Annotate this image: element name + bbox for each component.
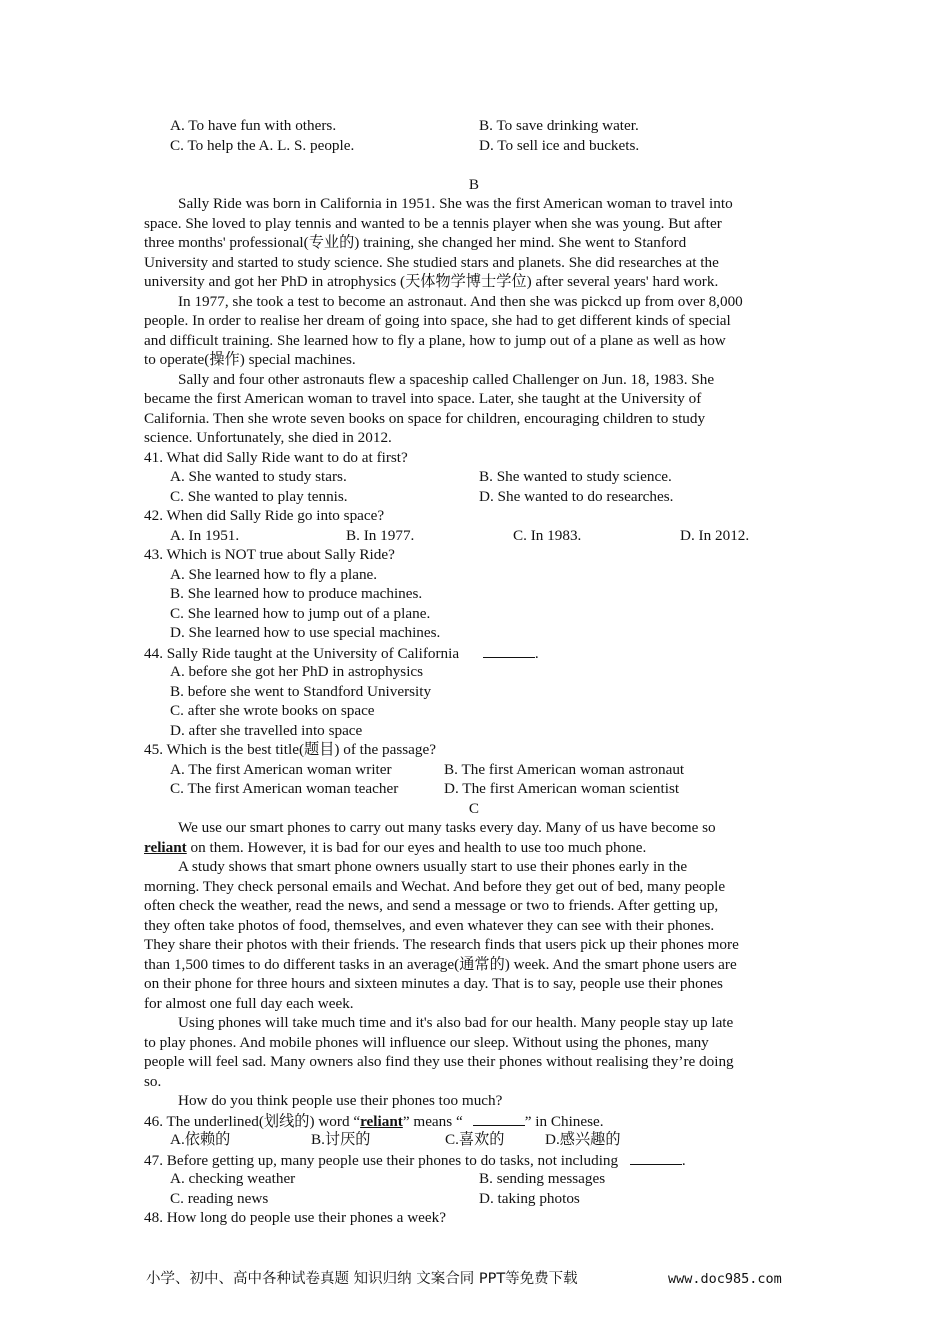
option-b: B. sending messages — [479, 1170, 606, 1187]
passage-line: than 1,500 times to do different tasks in an average(通常的) week. And the smart phone users are — [144, 955, 737, 973]
question-45-stem: 45. Which is the best title(题目) of the passage? — [144, 741, 437, 758]
passage-line: science. Unfortunately, she died in 2012. — [144, 429, 392, 446]
passage-line: so. — [144, 1072, 162, 1090]
passage-line: California. Then she wrote seven books on space for children, encouraging children to study — [144, 409, 706, 427]
passage-line: became the first American woman to travel into space. Later, she taught at the University of — [144, 390, 702, 407]
underlined-word: reliant — [144, 838, 187, 856]
option-row — [144, 760, 804, 780]
option-c: C. She wanted to play tennis. — [170, 487, 348, 505]
exam-page — [144, 116, 804, 1228]
option-c: C. She learned how to jump out of a plane. — [170, 604, 431, 622]
option-a: A.依赖的 — [170, 1131, 231, 1148]
option-a: A. before she got her PhD in astrophysics — [170, 663, 424, 680]
option-b: B. The first American woman astronaut — [444, 760, 685, 778]
option-d: D. taking photos — [479, 1189, 580, 1207]
option-b: B.讨厌的 — [311, 1131, 371, 1148]
option-d: D. She learned how to use special machines. — [170, 624, 441, 641]
page-footer — [146, 1268, 806, 1290]
option-d: D. She wanted to do researches. — [479, 487, 674, 505]
stem-end: . — [534, 644, 539, 662]
option-a: A. She wanted to study stars. — [170, 468, 347, 485]
passage-line: and difficult training. She learned how to fly a plane, how to jump out of a plane as well as how — [144, 331, 726, 349]
answer-blank — [473, 1111, 525, 1126]
option-b: B. She wanted to study science. — [479, 468, 672, 485]
passage-line: to operate(操作) special machines. — [144, 351, 356, 368]
option-row — [144, 1189, 804, 1209]
passage-line — [144, 838, 804, 858]
underlined-word: reliant — [360, 1112, 403, 1130]
answer-blank — [483, 643, 535, 658]
passage-line: We use our smart phones to carry out many tasks every day. Many of us have become so — [178, 819, 716, 836]
option-row — [144, 467, 804, 487]
question-48-stem: 48. How long do people use their phones a week? — [144, 1209, 446, 1226]
option-row — [144, 526, 804, 546]
option-c: C.喜欢的 — [445, 1131, 505, 1148]
question-stem-text: 47. Before getting up, many people use their phones to do tasks, not including — [144, 1151, 619, 1169]
question-stem-text: 44. Sally Ride taught at the University of California — [144, 644, 460, 662]
question-47-stem — [144, 1150, 804, 1170]
question-41-stem: 41. What did Sally Ride want to do at first? — [144, 448, 408, 466]
option-d: D. after she travelled into space — [170, 721, 363, 739]
question-stem-text: ” in Chinese. — [524, 1112, 604, 1130]
passage-line: In 1977, she took a test to become an astronaut. And then she was pickcd up from over 8,000 — [178, 292, 743, 310]
question-stem-text: ” means “ — [402, 1112, 463, 1130]
passage-c — [144, 818, 804, 1111]
passage-line: three months' professional(专业的) training, she changed her mind. She went to Stanford — [144, 234, 687, 251]
option-c: C. reading news — [170, 1189, 269, 1207]
passage-line: University and started to study science. She studied stars and planets. She did researches at the — [144, 253, 719, 271]
passage-line: people will feel sad. Many owners also find they use their phones without realising they’re doing — [144, 1053, 734, 1070]
section-b-heading: B — [468, 175, 480, 193]
option-b: B. To save drinking water. — [479, 117, 639, 134]
passage-line: Sally and four other astronauts flew a spaceship called Challenger on Jun. 18, 1983. She — [178, 370, 715, 388]
option-c: C. after she wrote books on space — [170, 702, 375, 719]
option-d: D.感兴趣的 — [545, 1131, 621, 1148]
passage-line: A study shows that smart phone owners usually start to use their phones early in the — [178, 858, 688, 875]
footer-url[interactable]: www.doc985.com — [668, 1271, 782, 1287]
passage-line: on their phone for three hours and sixteen minutes a day. That is to say, people use their phones — [144, 975, 723, 992]
passage-b — [144, 194, 804, 448]
passage-line: Using phones will take much time and it's also bad for our health. Many people stay up late — [178, 1014, 734, 1031]
passage-line: often check the weather, read the news, and send a message or two to friends. After getting up, — [144, 897, 719, 914]
question-43-stem: 43. Which is NOT true about Sally Ride? — [144, 546, 395, 563]
passage-text: on them. However, it is bad for our eyes and health to use too much phone. — [186, 838, 647, 856]
option-row — [144, 1130, 804, 1150]
option-b: B. before she went to Standford University — [170, 682, 432, 700]
option-a: A. To have fun with others. — [170, 117, 337, 134]
option-d: D. In 2012. — [680, 526, 750, 544]
option-row — [144, 779, 804, 799]
section-c-heading: C — [468, 799, 480, 817]
question-44-stem — [144, 643, 804, 663]
passage-line: they often take photos of food, themselves, and even whatever they can see with their phones. — [144, 916, 715, 934]
passage-line: space. She loved to play tennis and wanted to be a tennis player when she was young. But after — [144, 214, 722, 232]
stem-end: . — [681, 1151, 686, 1169]
option-c: C. In 1983. — [513, 526, 582, 544]
answer-blank — [630, 1150, 682, 1165]
option-b: B. She learned how to produce machines. — [170, 585, 423, 602]
passage-line: people. In order to realise her dream of going into space, she had to get different kinds of special — [144, 312, 731, 329]
question-42-stem: 42. When did Sally Ride go into space? — [144, 507, 385, 524]
option-c: C. The first American woman teacher — [170, 780, 399, 797]
option-a: A. In 1951. — [170, 526, 240, 544]
question-stem-text: 46. The underlined(划线的) word “ — [144, 1112, 361, 1130]
option-d: D. To sell ice and buckets. — [479, 136, 640, 154]
option-c: C. To help the A. L. S. people. — [170, 136, 355, 154]
footer-text: 小学、初中、高中各种试卷真题 知识归纳 文案合同 PPT等免费下载 — [146, 1271, 578, 1287]
option-a: A. She learned how to fly a plane. — [170, 565, 378, 583]
option-b: B. In 1977. — [346, 526, 415, 544]
passage-line: for almost one full day each week. — [144, 994, 354, 1012]
option-row — [144, 116, 804, 136]
passage-line: university and got her PhD in atrophysics (天体物学博士学位) after several years' hard work. — [144, 273, 719, 290]
option-row — [144, 1169, 804, 1189]
option-a: A. The first American woman writer — [170, 760, 392, 778]
passage-line: How do you think people use their phones too much? — [178, 1092, 503, 1109]
question-46-stem — [144, 1111, 804, 1131]
passage-line: They share their photos with their friends. The research finds that users pick up their phones more — [144, 936, 739, 953]
passage-line: to play phones. And mobile phones will influence our sleep. Without using the phones, many — [144, 1033, 709, 1051]
option-row — [144, 487, 804, 507]
option-d: D. The first American woman scientist — [444, 780, 680, 797]
option-row — [144, 136, 804, 156]
option-a: A. checking weather — [170, 1170, 296, 1187]
passage-line: morning. They check personal emails and Wechat. And before they get out of bed, many people — [144, 877, 726, 895]
passage-line: Sally Ride was born in California in 1951. She was the first American woman to travel into — [178, 195, 733, 212]
